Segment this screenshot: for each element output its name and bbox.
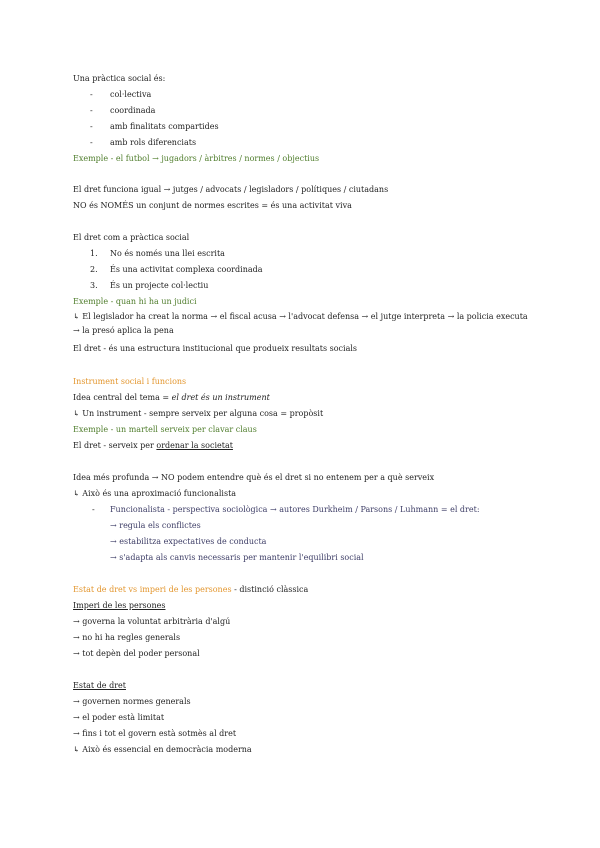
estat-heading-orange: Estat de dret vs imperi de les persones xyxy=(73,585,232,594)
numbered-marker: 3. xyxy=(90,281,98,290)
estat-heading xyxy=(73,585,308,595)
numbered-marker: 2. xyxy=(90,265,98,274)
idea-central-italic: el dret és un instrument xyxy=(171,393,270,402)
estat-dret-title: Estat de dret xyxy=(73,681,126,690)
funcio-item: → regula els conflictes xyxy=(110,521,201,530)
estat-item: → el poder està limitat xyxy=(73,713,165,722)
list-dash: - xyxy=(92,505,95,514)
dret-no-nomes-line: NO és NOMÉS un conjunt de normes escrites = és una activitat viva xyxy=(73,201,352,210)
instrument-heading: Instrument social i funcions xyxy=(73,377,187,386)
list-item: col·lectiva xyxy=(110,90,152,99)
practica-intro: Una pràctica social és: xyxy=(73,74,166,83)
estat-item: → fins i tot el govern està sotmès al dret xyxy=(73,729,237,738)
dret-funciona-line: El dret funciona igual → jutges / advocats / legisladors / polítiques / ciutadans xyxy=(73,185,389,194)
estat-heading-suffix: - distinció clàssica xyxy=(231,585,309,594)
judici-paragraph: ↳ El legislador ha creat la norma → el fiscal acusa → l'advocat defensa → el jutge interpreta → la policia executa → la presó aplica la pena xyxy=(73,312,528,335)
list-dash: - xyxy=(90,106,93,115)
democracia-line: ↳ Això és essencial en democràcia moderna xyxy=(73,745,252,754)
numbered-marker: 1. xyxy=(90,249,98,258)
idea-central-line xyxy=(73,393,270,403)
list-item: coordinada xyxy=(110,106,156,115)
list-item: amb finalitats compartides xyxy=(110,122,219,131)
list-item: amb rols diferenciats xyxy=(110,138,197,147)
exemple-martell: Exemple - un martell serveix per clavar claus xyxy=(73,425,257,434)
exemple-judici: Exemple - quan hi ha un judici xyxy=(73,297,197,306)
list-dash: - xyxy=(90,138,93,147)
funcionalista-line: Funcionalista - perspectiva sociològica → autores Durkheim / Parsons / Luhmann = el dret: xyxy=(110,505,480,514)
dret-serveix-line xyxy=(73,441,233,451)
list-dash: - xyxy=(90,90,93,99)
estat-item: → governen normes generals xyxy=(73,697,191,706)
dret-estructura-line: El dret - és una estructura institucional que produeix resultats socials xyxy=(73,344,358,353)
numbered-item: És un projecte col·lectiu xyxy=(110,281,209,290)
imperi-item: → no hi ha regles generals xyxy=(73,633,181,642)
funcio-item: → s'adapta als canvis necessaris per mantenir l'equilibri social xyxy=(110,553,364,562)
idea-central-prefix: Idea central del tema = xyxy=(73,393,172,402)
numbered-item: És una activitat complexa coordinada xyxy=(110,265,263,274)
imperi-title: Imperi de les persones xyxy=(73,601,166,610)
idea-profunda-line: Idea més profunda → NO podem entendre què és el dret si no entenem per a què serveix xyxy=(73,473,435,482)
ordenar-societat-underlined: ordenar la societat xyxy=(156,441,233,450)
funcionalista-aproximacio-line: ↳ Això és una aproximació funcionalista xyxy=(73,489,237,498)
funcio-item: → estabilitza expectatives de conducta xyxy=(110,537,267,546)
list-dash: - xyxy=(90,122,93,131)
imperi-item: → tot depèn del poder personal xyxy=(73,649,200,658)
exemple-futbol: Exemple - el futbol → jugadors / àrbitres / normes / objectius xyxy=(73,154,320,163)
dret-serveix-prefix: El dret - serveix per xyxy=(73,441,157,450)
instrument-proposit-line: ↳ Un instrument - sempre serveix per alguna cosa = propòsit xyxy=(73,409,324,418)
practica-social-title: El dret com a pràctica social xyxy=(73,233,190,242)
imperi-item: → governa la voluntat arbitrària d'algú xyxy=(73,617,231,626)
numbered-item: No és només una llei escrita xyxy=(110,249,225,258)
